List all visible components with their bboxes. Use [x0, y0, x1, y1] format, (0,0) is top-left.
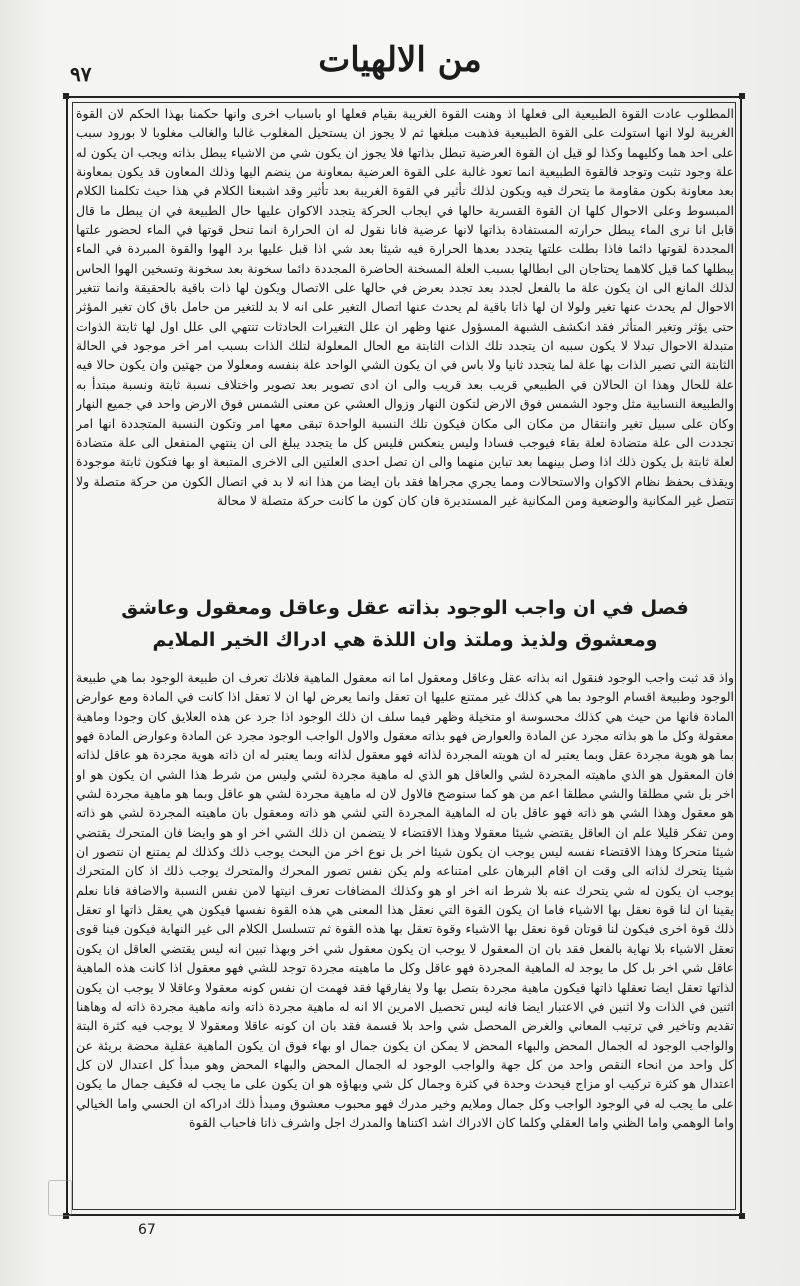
running-title: من الالهيات: [318, 40, 482, 80]
body-paragraph-2: واذ قد ثبت واجب الوجود فنقول انه بذاته عقل وعاقل ومعقول اما انه معقول الماهية فلانك تعرف ان طبيعة الوجود بما هي طبيعة الوجود وطبيعة اقسام الوجود بما هي كذلك غير ممتنع عليها ان تعقل وانما يعرض لها ان لا تعقل اذا كانت في المادة ومع عوارض المادة فانها من حيث هي كذلك محسوسة او متخيلة وظهر فيما سلف ان ذلك الوجود اذا جرد عن هذه العلايق كان وجودا وماهية معقولة وكل ما هو بذاته مجرد عن المادة والعوارض فهو بذاته معقول والاول الواجب الوجود مجرد عن المادة وعوارض المادة فهو بما هو هوية مجردة عقل وبما يعتبر له ان هويته المجردة لذاته فهو معقول لذاته وبما يعتبر له ان ذاته هوية مجردة هو عاقل لذاته فان المعقول هو الذي ماهيته المجردة لشي والعاقل هو الذي له ماهية مجردة لشي وليس من شرط هذا الشي ان يكون هو او اخر بل شي مطلقا والشي مطلقا اعم من هو كما سنوضح فالاول لان له ماهية مجردة لشي هو عاقل وبما هو ماهية مجردة لشي هو معقول وهذا الشي هو ذاته فهو عاقل بان له الماهية المجردة التي لشي هو ذاته ومعقول بان ماهيته المجردة لشي هو ذاته ومن تفكر قليلا علم ان العاقل يقتضي شيئا معقولا وهذا الاقتضاء لا يتضمن ان ذلك الشي اخر او هو وايضا فان المتحرك يقتضي شيئا متحركا وهذا الاقتضاء نفسه ليس يوجب ان يكون شيئا اخر بل نوع اخر من البحث يوجب ذلك وكذلك لم يمتنع ان نتصور ان شيئا يتحرك لذاته الى وقت ان اقام البرهان على امتناعه ولم يكن نفس تصور المحرك والمتحرك يوجب ذلك اذ كان المتحرك يوجب ان يكون له شي يتحرك عنه بلا شرط انه اخر او هو وكذلك المضافات تعرف انيتها لامن نفس النسبة والاضافة فانا نعلم يقينا ان لنا قوة نعقل بها الاشياء فاما ان يكون القوة التي نعقل هذا المعنى هي هذه القوة نفسها فيكون هي يعقل ذاتها او تعقل ذلك قوة اخرى فيكون لنا قوتان قوة نعقل بها الاشياء وقوة تعقل بها هذه القوة ثم تتسلسل الكلام الى غير النهاية فيكون فينا قوى تعقل الاشياء بلا نهاية بالفعل فقد بان ان المعقول لا يوجب ان يكون معقول شي اخر وبهذا تبين انه ليس يقتضي العاقل ان يكون عاقل شي اخر بل كل ما يوجد له الماهية المجردة فهو عاقل وكل ما ماهيته مجردة توجد للشي فهو معقول اذا كانت هذه الماهية لذاتها تعقل ايضا تعقلها ذاتها فيكون ماهية مجردة بتصل بها ولا يفارقها فقد فهمت ان نفس كونه معقولا وعاقلا لا يوجب ان يكون اثنين في الذات ولا اثنين في الاعتبار ايضا فانه ليس تحصيل الامرين الا انه له ماهية مجردة ذاته وانه ماهية مجردة ذاته له وهاهنا تقديم وتاخير في ترتيب المعاني والغرض المحصل شي واحد بلا قسمة فقد بان ان كونه عاقلا ومعقولا لا يوجب فيه كثرة البتة والواجب الوجود له الجمال المحض والبهاء المحض لا يمكن ان يكون جمال او بهاء فوق ان يكون الماهية عقلية محضة بريئة عن كل واحد من انحاء النقص واحد من كل جهة والواجب الوجود له الجمال المحض والبهاء المحض وهو مبدأ كل اعتدال لان كل اعتدال هو كثرة تركيب او مزاج فيحدث وحدة في كثرة وجمال كل شي وبهاؤه هو ان يكون على ما يجب له فكيف جمال ما يكون على ما يجب له في الوجود الواجب وكل جمال وملايم وخير مدرك فهو محبوب معشوق ومبدأ ذلك ادراكه ان الحسي واما الخيالي واما الوهمي واما الظني واما العقلي وكلما كان الادراك اشد اكتناها والمدرك اجل واشرف ذاتا فاحباب القوة: [76, 670, 734, 1130]
section-heading: فصل في ان واجب الوجود بذاته عقل وعاقل ومعقول وعاشق ومعشوق ولذيذ وملتذ وان اللذة هي ادراك الخير الملايم: [121, 597, 689, 651]
frame-corner-ornament: [739, 1213, 745, 1219]
body-paragraph-1: المطلوب عادت القوة الطبيعية الى فعلها اذ وهنت القوة الغريبة بقيام فعلها او باسباب اخرى وانها حكمنا بهذا الحكم لان القوة الغريبة لولا انها استولت على القوة الطبيعية فذهبت مبلغها ثم لا يجوز ان يستحيل المغلوب غالبا والغالب مغلوبا لا بورود سبب على احد هما وكليهما وكذا لو قيل ان القوة العرضية تبطل بذاتها فلا يجوز ان يكون شي من الاشياء يبطل بذاته ويجب ان يكون له علة وجود تثبت وتوجد فالقوة الطبيعية انما تعود غالبة على القوة العرضية بمعاونة من ينضم اليها وذلك المعاون قد يكون بمعاونة بعد معاونة بكون مقاومة ما يتحرك فيه ويكون لذلك تأثير في القوة الغريبة بعد تأثير وقد اشبعنا الكلام في هذا حيث تكلمنا الكلام المبسوط وعلى الاحوال كلها ان القوة القسرية حالها في ايجاب الحركة يتجدد الاكوان عليها حال الطبيعة في ان يبطل ما قال قابل انا نرى الماء يبطل حرارته المستفادة بذاتها لانها عرضية فانا نقول له ان الحرارة انما تنحل قوتها في الماء لحضور علتها المجددة لقوتها دائما فاذا بطلت علتها يتجدد بعدها الحرارة فيه شيئا بعد شي اذا قبل عليها برد الهوا والقوة المبردة في الماء يبطلها كما قيل كلاهما يحتاجان الى ابطالها بسبب العلة المسخنة الحاضرة المجددة دائما سخونة بعد سخونة وتسخين الهوا الحاس لذلك المانع الى ان يكون علة ما بالفعل لجدد بعد تجدد بعرض في حالها على الاتصال ويكون لها ذات باقية بالحقيقة وانما تتغير الاحوال لم يحدث عنها تغير ولولا ان لها ذاتا باقية لم يحدث عنها اتصال التغير على انه لا بد للتغير من حامل باق كان تغير المؤثر حتى يؤثر وتغير المتأثر فقد انكشف الشبهة المسؤول عنها وظهر ان علل التغيرات الحادثات تنتهي الى علل اول لها ثابتة الذوات متبدلة الاحوال تبدلا لا يكون سببه ان يتجدد تلك الذات الثابتة مع الحال المعلولة لتلك الذات بسبب امر اخر موجود في الحالة الثابتة التي تصير الذات بها علة لما يتجدد ثانيا ولا باس في ان يكون الشي الواحد علة بنفسه ومعلولا من جهتين وان يكون حالا فيه علة للحال وهذا ان الحالان في الطبيعي قريب بعد قريب والى ان ادى تصوير بعد تصوير واختلاف نسبة ثابتة ونسبة مبتدأ به والطبيعة النسابية مثل وجود الشمس فوق الارض لتكون النهار وزوال العشي عن معنى الشمس فوق الارض واحد في جميع النهار وكان على سبيل تغير وانتقال من مكان الى مكان فيكون تلك النسبة الواحدة تبقى معها امر وتكون النسبة المتجددة انها امر تجددت الى علة متضادة لعلة بقاء فيوجب فسادا وليس ينعكس فليس كل ما يتجدد يبلغ الى ان ينتهي المنفعل الى علة متضادة لعلة ثابتة بل يكون ذلك اذا وصل بينهما بعد تباين منهما والى ان تصل احدى العلتين الى الاخرى المتبعة او بها فتكون ثابتة موجودة ويقذف بحفظ نظام الاكوان والاستحالات ومما يجري مجراها فقد بان ايضا من هذا انه لا بد في اتصال الكون من حركة متصلة ولا تتصل غير المكانية والوضعية ومن المكانية غير المستديرة فان كان كون ما كانت حركة متصلة لا محالة: [76, 106, 734, 508]
page-header: [60, 40, 740, 90]
folio-number: 67: [138, 1222, 156, 1238]
page-number: ٩٧: [70, 62, 92, 86]
frame-corner-ornament: [63, 93, 69, 99]
frame-corner-ornament: [739, 93, 745, 99]
library-stamp-mark: [48, 1180, 72, 1216]
